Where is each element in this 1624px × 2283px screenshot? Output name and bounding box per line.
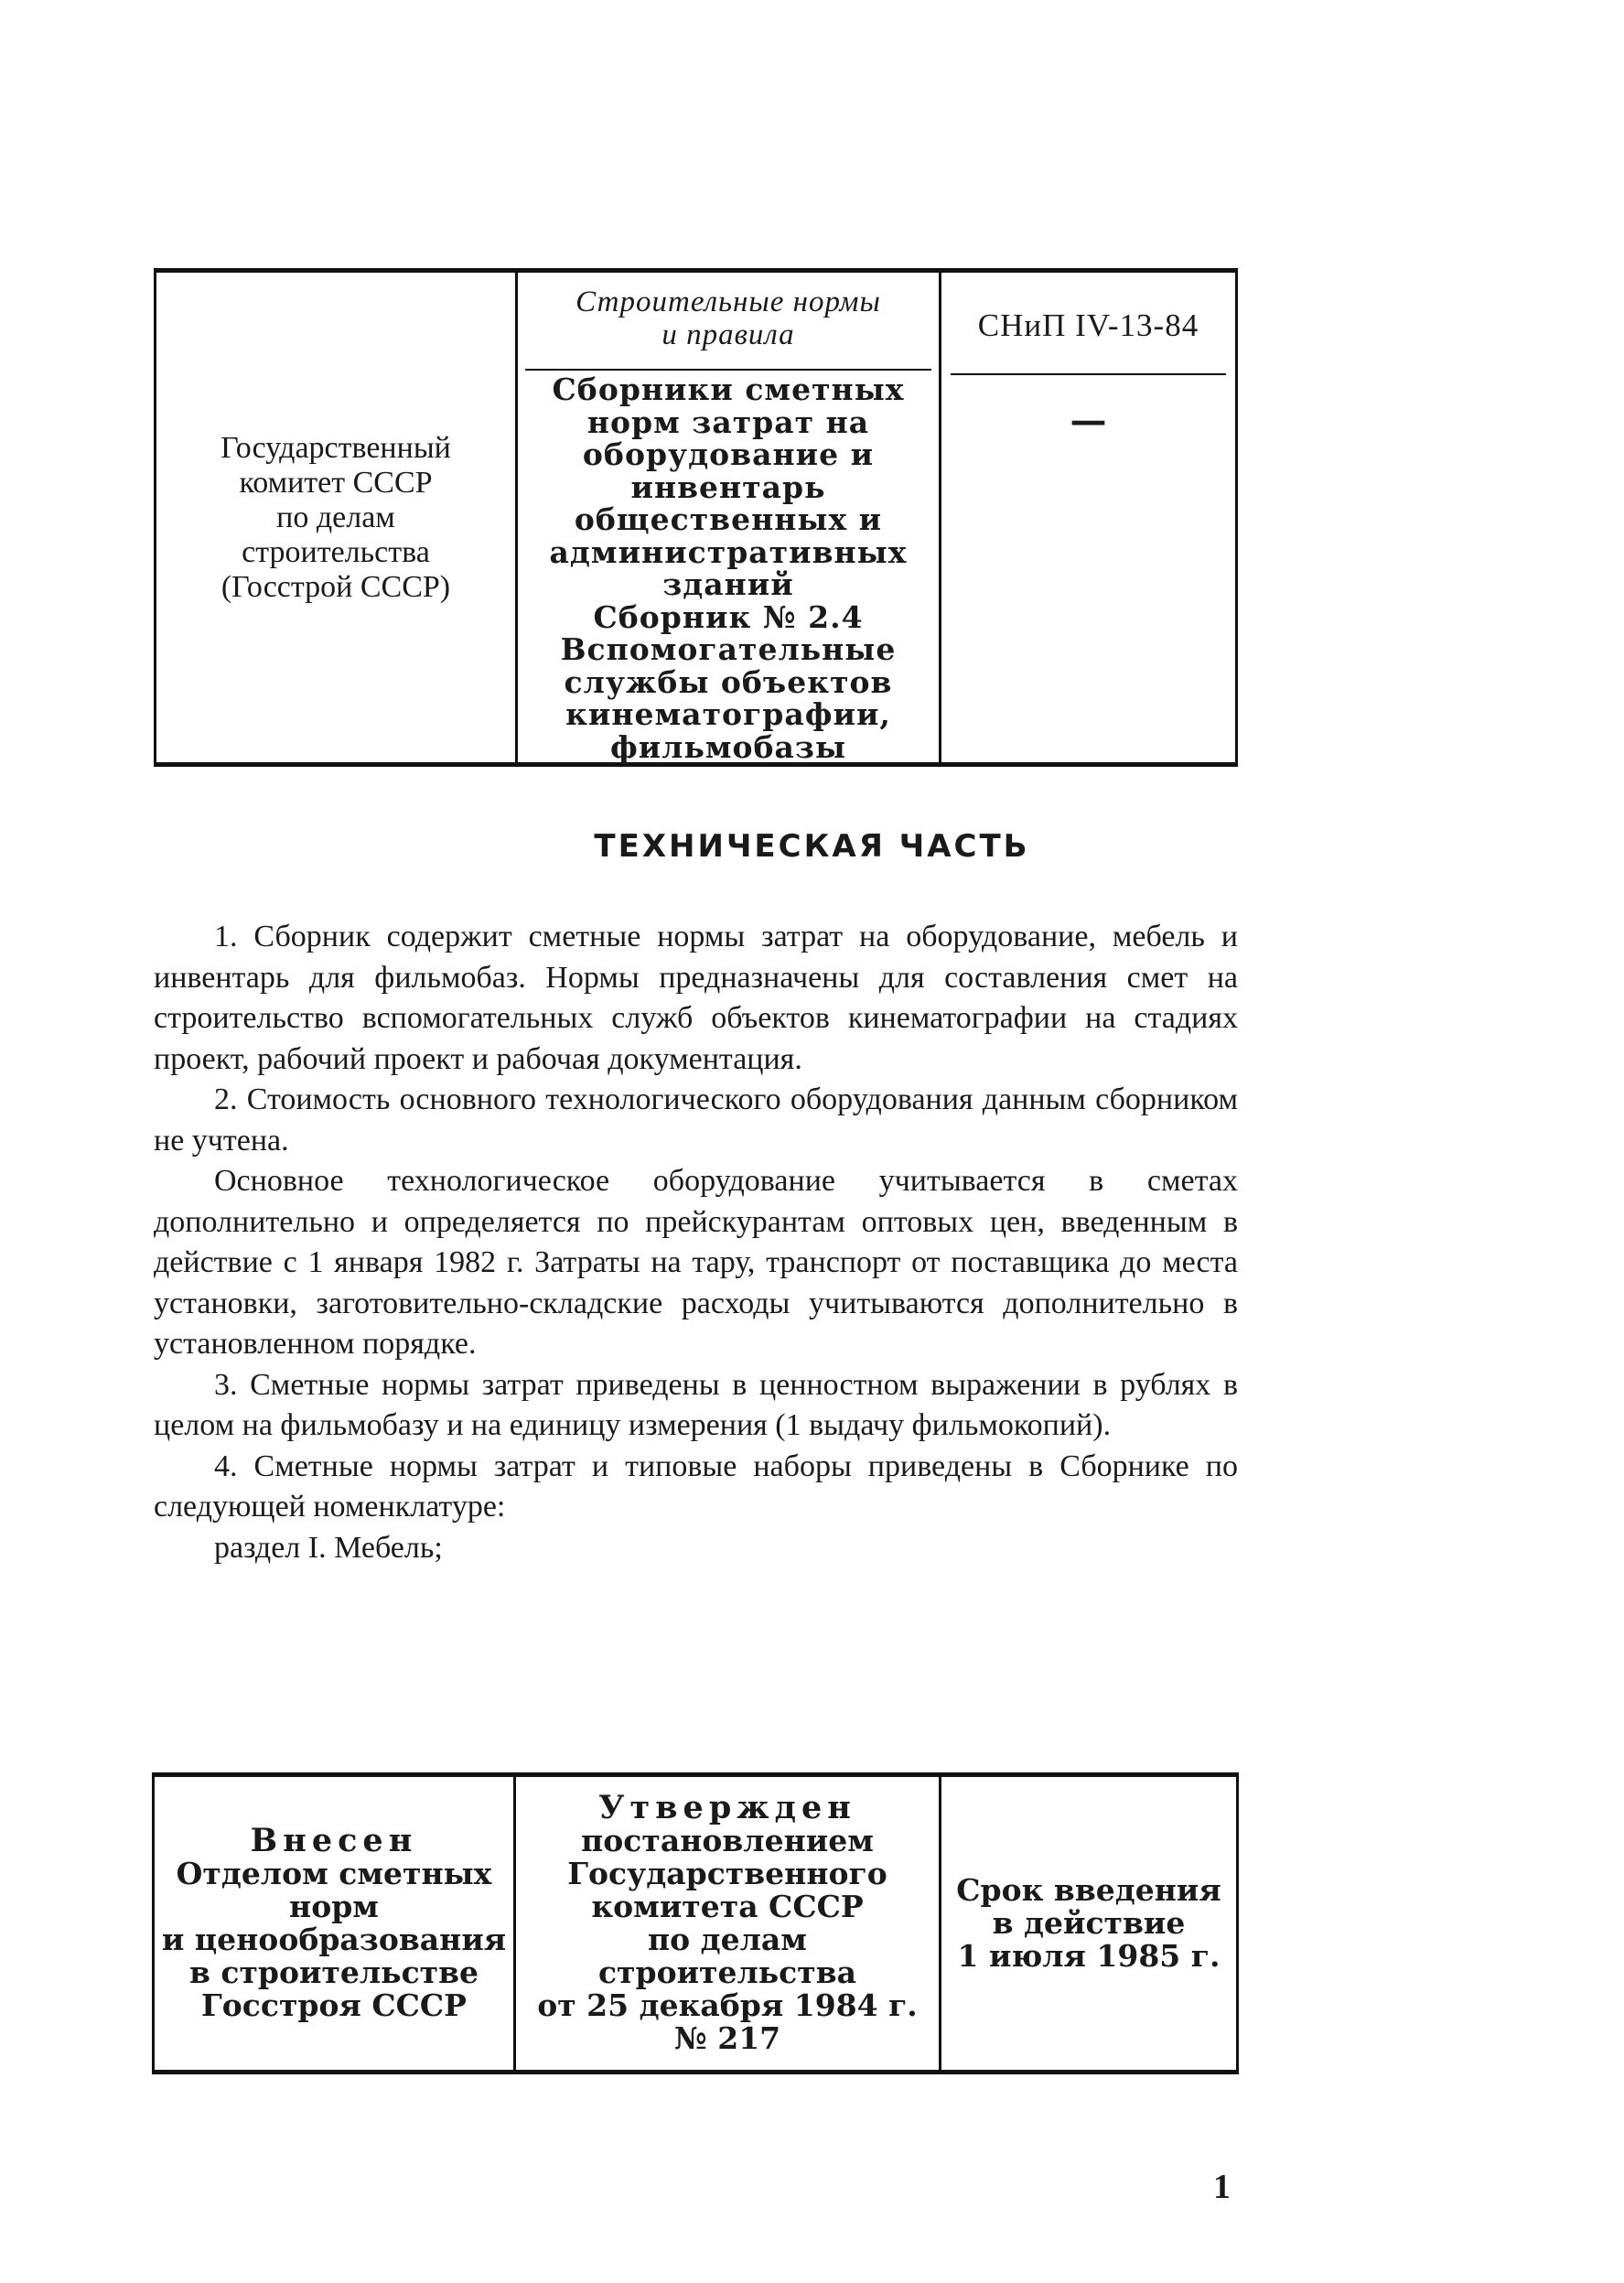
- submitted-by-cell: Внесен Отделом сметных норм и ценообразования в строительстве Госстроя СССР: [161, 1822, 507, 2023]
- issuing-authority: [156, 273, 515, 762]
- document-type: Строительные нормы и правила: [575, 285, 881, 351]
- authority-line: (Госстрой СССР): [220, 569, 451, 604]
- authority-line: Государственный: [220, 430, 451, 465]
- document-code: СНиП IV-13-84: [977, 307, 1199, 343]
- paragraph: раздел I. Мебель;: [214, 1530, 443, 1565]
- approved-by-cell: Утвержден постановлением Государственного комитета СССР по делам строительства от 25 декабря 1984 г. № 217: [537, 1789, 918, 2056]
- approved-heading: Утвержден: [598, 1789, 856, 1826]
- submitted-heading: Внесен: [250, 1822, 418, 1859]
- authority-line: строительства: [242, 534, 430, 569]
- page-number: 1: [1213, 2168, 1231, 2206]
- authority-line: комитет СССР: [239, 465, 433, 500]
- collection-title: Сборники сметных норм затрат на оборудование и инвентарь общественных и административных зданий Сборник № 2.4 Вспомогательные службы объектов кинематографии, фильмобазы: [549, 372, 908, 765]
- body-text: [154, 917, 1238, 1568]
- document-code-cell: [941, 273, 1235, 762]
- authority-line: по делам: [276, 500, 395, 534]
- divider-line: [951, 373, 1226, 375]
- paragraph: 2. Стоимость основного технологического оборудования данным сборником не учтена.: [154, 1082, 1238, 1158]
- divider-line: [525, 369, 931, 371]
- paragraph: 1. Сборник содержит сметные нормы затрат на оборудование, мебель и инвентарь для фильмобаз. Нормы предназначены для составления смет на строительство вспомогательных служб объектов кинематографии на стадиях проект, рабочий проект и рабочая документация.: [154, 920, 1238, 1076]
- paragraph: Основное технологическое оборудование учитывается в сметах дополнительно и определяется по прейскурантам оптовых цен, введенным в действие с 1 января 1982 г. Затраты на тару, транспорт от поставщика до места установки, заготовительно-складские расходы учитываются дополнительно в установленном порядке.: [154, 1164, 1238, 1361]
- document-title-cell: [518, 273, 939, 765]
- empty-dash: —: [1070, 399, 1107, 442]
- effective-date-cell: Срок введения в действие 1 июля 1985 г.: [956, 1872, 1221, 1974]
- header-table: [154, 268, 1238, 767]
- paragraph: 4. Сметные нормы затрат и типовые наборы приведены в Сборнике по следующей номенклатуре:: [154, 1448, 1238, 1524]
- approval-table: [152, 1772, 1239, 2074]
- paragraph: 3. Сметные нормы затрат приведены в ценностном выражении в рублях в целом на фильмобазу и на единицу измерения (1 выдачу фильмокопий).: [154, 1367, 1238, 1442]
- section-title: ТЕХНИЧЕСКАЯ ЧАСТЬ: [594, 828, 1030, 865]
